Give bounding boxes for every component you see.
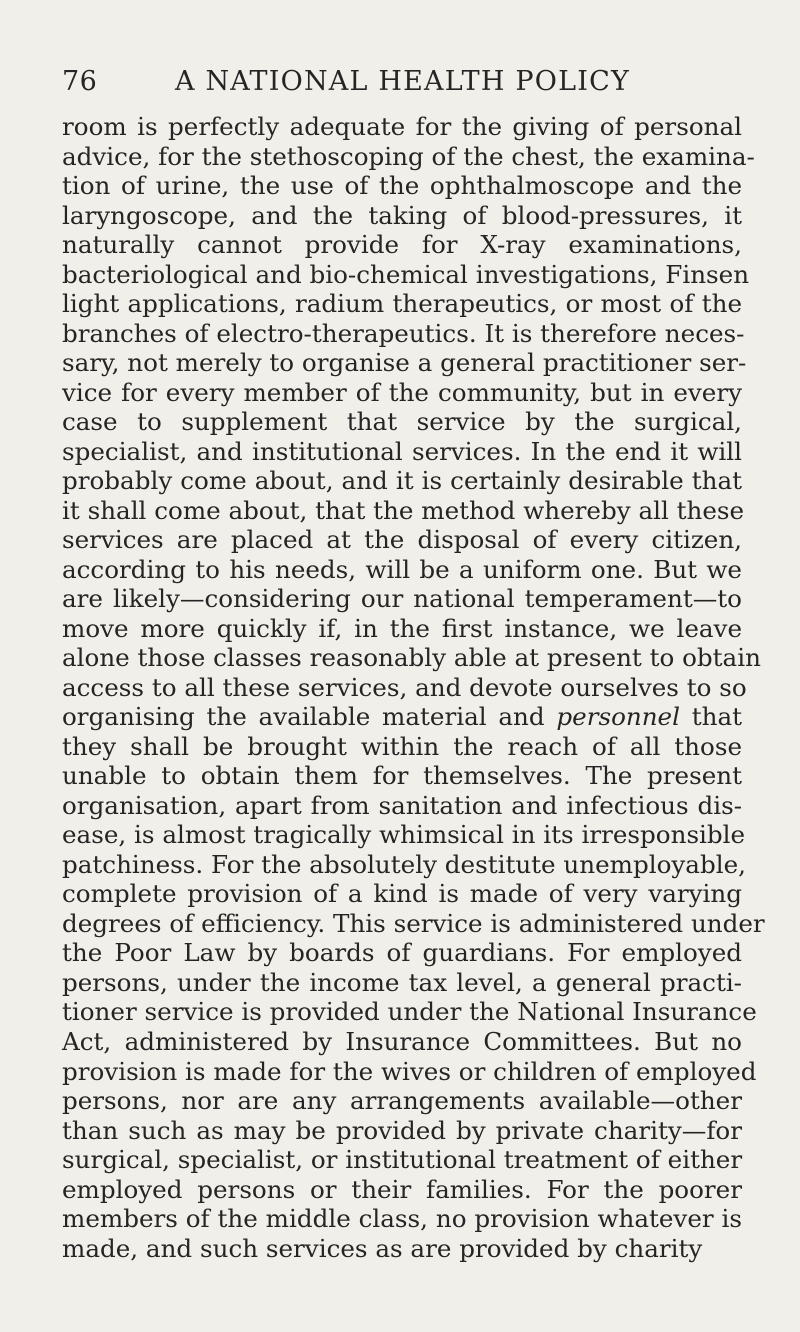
text-line	[62, 1175, 742, 1205]
text-line	[62, 348, 747, 378]
text-line	[62, 614, 742, 644]
text-line-segment: naturally cannot provide for X-ray examinations,	[62, 230, 742, 260]
text-line-segment: employed persons or their families. For the poorer	[62, 1174, 742, 1204]
text-line-segment: ease, is almost tragically whimsical in its irresponsible	[62, 820, 746, 850]
text-line	[62, 1145, 742, 1175]
text-line	[62, 791, 742, 821]
text-line	[62, 378, 742, 408]
text-line	[62, 525, 742, 555]
text-line-segment: Act, administered by Insurance Committees. But no	[62, 1026, 742, 1056]
text-line-segment: advice, for the stethoscoping of the chest, the examina-	[62, 141, 755, 171]
text-line	[62, 761, 742, 791]
text-line-segment: members of the middle class, no provision whatever is	[62, 1204, 742, 1234]
text-line-segment: sary, not merely to organise a general practitioner ser-	[62, 348, 747, 378]
text-line	[62, 849, 746, 880]
page-number: 76	[62, 66, 98, 97]
text-line-segment: they shall be brought within the reach of all those	[62, 731, 742, 761]
text-line-segment: according to his needs, will be a uniform one. But we	[62, 554, 742, 584]
text-line-segment: case to supplement that service by the surgical,	[62, 407, 742, 437]
text-line	[62, 495, 745, 526]
text-line-segment: specialist, and institutional services. In the end it will	[62, 436, 742, 466]
text-line	[62, 702, 742, 732]
text-line-segment: that	[679, 702, 743, 732]
body-text	[62, 112, 765, 1263]
text-line	[62, 171, 742, 201]
text-line-segment: are likely—considering our national temperament—to	[62, 584, 742, 614]
text-line-segment: organisation, apart from sanitation and infectious dis-	[62, 790, 742, 820]
text-line	[62, 820, 746, 850]
text-line-segment: branches of electro-therapeutics. It is therefore neces-	[62, 318, 745, 348]
text-line	[62, 672, 747, 703]
text-line-segment: laryngoscope, and the taking of blood-pressures, it	[62, 200, 742, 230]
text-line-segment: tion of urine, the use of the ophthalmoscope and the	[62, 171, 742, 201]
text-line	[62, 407, 742, 437]
text-line	[62, 259, 750, 290]
text-line	[62, 1086, 742, 1116]
text-line	[62, 1234, 742, 1264]
page-header	[62, 66, 742, 106]
text-line-segment: bacteriological and bio-chemical investigations, Finsen	[62, 259, 750, 289]
text-line-segment: light applications, radium therapeutics, or most of the	[62, 289, 742, 319]
text-line-segment: alone those classes reasonably able at present to obtain	[62, 643, 761, 673]
text-line-segment: complete provision of a kind is made of very varying	[62, 879, 742, 909]
text-line	[62, 938, 742, 968]
text-line-segment: persons, under the income tax level, a general practi-	[62, 967, 742, 997]
text-line-segment: made, and such services as are provided by charity	[62, 1233, 703, 1263]
text-line-segment: tioner service is provided under the National Insurance	[62, 997, 757, 1027]
text-line-segment: move more quickly if, in the first instance, we leave	[62, 613, 742, 643]
text-line-segment: it shall come about, that the method whereby all these	[62, 495, 745, 525]
text-line-segment: unable to obtain them for themselves. The present	[62, 761, 742, 791]
text-line	[62, 112, 742, 142]
text-line	[62, 968, 742, 998]
text-line-segment: surgical, specialist, or institutional treatment of either	[62, 1145, 743, 1175]
text-line	[62, 555, 742, 585]
text-line	[62, 466, 742, 496]
text-line-segment: degrees of efficiency. This service is administered under	[62, 908, 765, 938]
text-line	[62, 997, 757, 1027]
text-line	[62, 289, 742, 319]
text-line	[62, 1056, 757, 1087]
text-line-segment: room is perfectly adequate for the giving of personal	[62, 112, 742, 141]
text-line	[62, 318, 745, 349]
text-line	[62, 437, 742, 467]
running-head: A NATIONAL HEALTH POLICY	[175, 66, 630, 97]
text-line-segment: than such as may be provided by private charity—for	[62, 1115, 742, 1145]
text-line	[62, 1116, 742, 1146]
text-line	[62, 879, 742, 909]
text-line-segment: patchiness. For the absolutely destitute unemployable,	[62, 849, 746, 879]
text-line	[62, 643, 761, 673]
text-line	[62, 1027, 742, 1057]
text-line	[62, 584, 742, 614]
text-line-segment: services are placed at the disposal of every citizen,	[62, 525, 742, 555]
text-line	[62, 141, 755, 172]
text-line-segment: organising the available material and	[62, 702, 557, 732]
text-line	[62, 230, 742, 260]
text-line-segment: probably come about, and it is certainly desirable that	[62, 466, 742, 496]
text-line	[62, 908, 765, 939]
text-line	[62, 732, 742, 762]
text-line	[62, 201, 742, 231]
text-line-segment: vice for every member of the community, but in every	[62, 377, 742, 407]
text-line	[62, 1204, 742, 1234]
italic-term: personnel	[556, 702, 680, 732]
text-line-segment: the Poor Law by boards of guardians. For employed	[62, 938, 742, 968]
text-line-segment: persons, nor are any arrangements available—other	[62, 1086, 742, 1116]
text-line-segment: provision is made for the wives or children of employed	[62, 1056, 757, 1086]
text-line-segment: access to all these services, and devote ourselves to so	[62, 672, 747, 702]
